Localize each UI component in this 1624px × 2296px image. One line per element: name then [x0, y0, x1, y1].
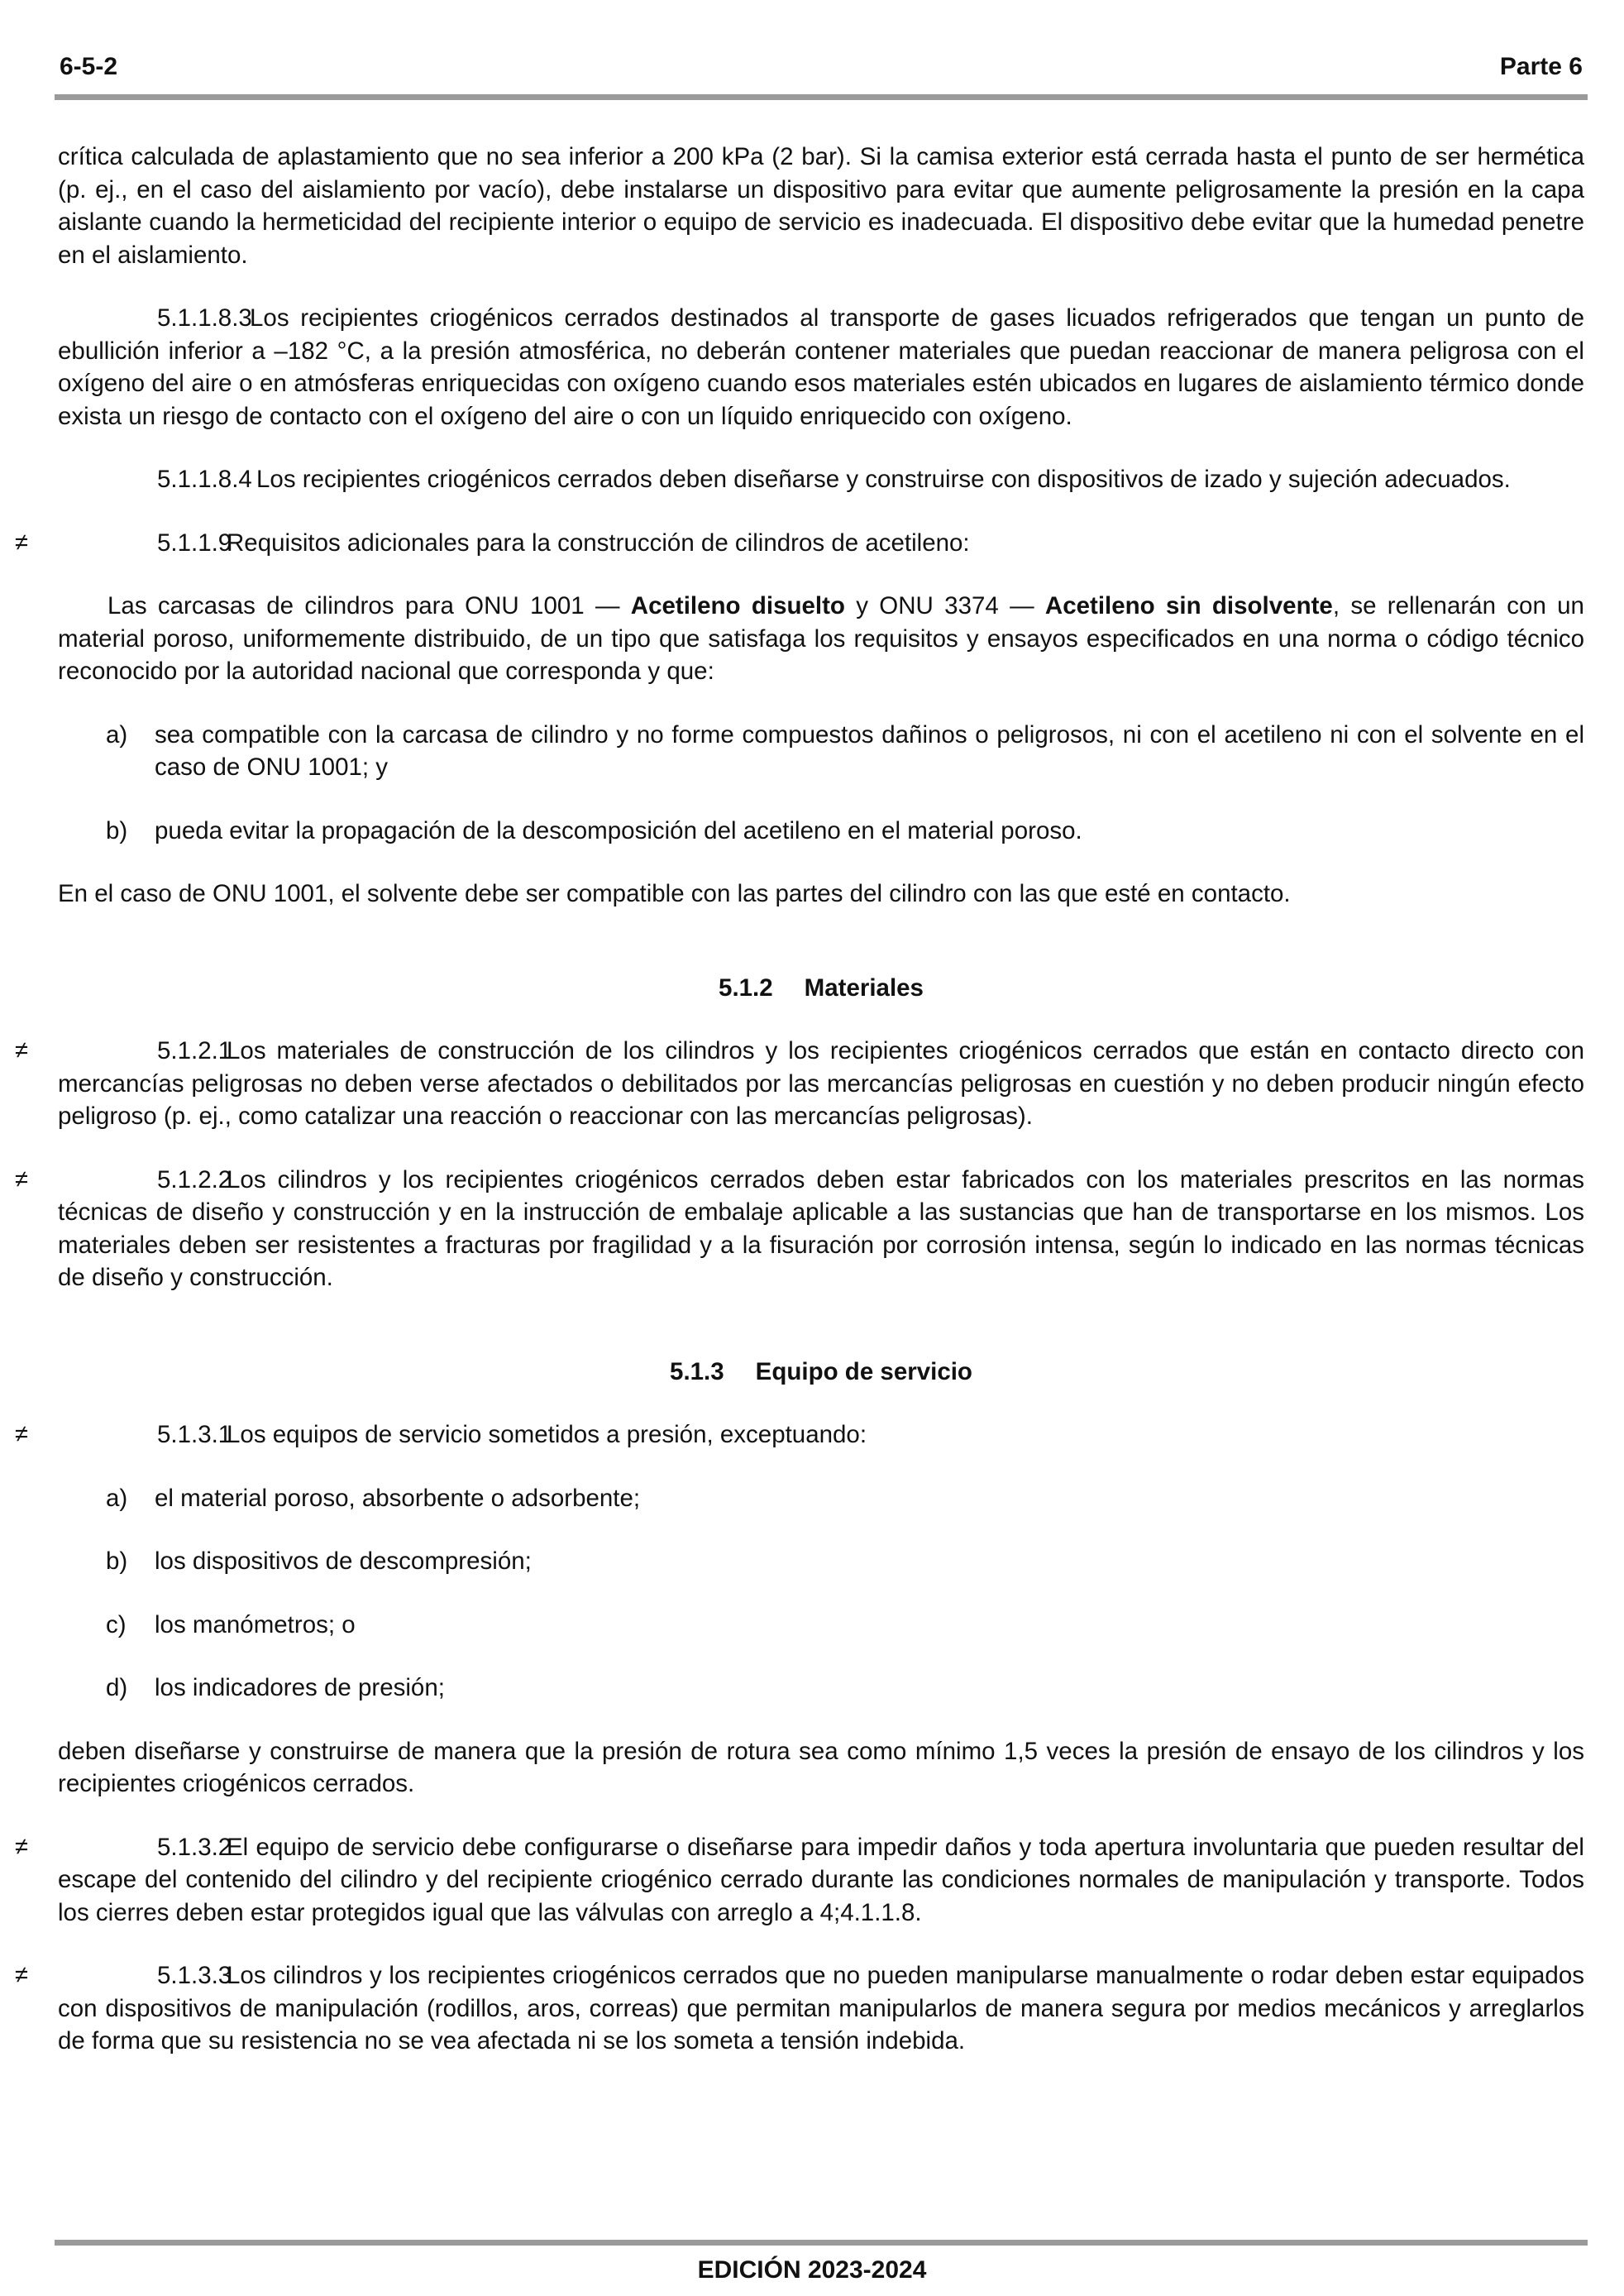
paragraph-5-1-3-2: ≠ 5.1.3.2El equipo de servicio debe configurarse o diseñarse para impedir daños y toda apertura involuntaria que pueden resultar del escape del contenido del cilindro y del recipiente criogénico cerrado durante las condiciones normales de manipulación y transporte. Todos los cierres deben estar protegidos igual que las válvulas con arreglo a 4;4.1.1.8.: [58, 1831, 1584, 1930]
change-mark-icon: ≠: [15, 529, 28, 556]
list-item: c) los manómetros; o: [106, 1610, 356, 1638]
paragraph-continuation: crítica calculada de aplastamiento que no sea inferior a 200 kPa (2 bar). Si la camisa exterior está cerrada hasta el punto de ser hermética (p. ej., en el caso del aislamiento por vacío), debe instalarse un dispositivo para evitar que aumente peligrosamente la presión en la capa aislante cuando la hermeticidad del recipiente interior o equipo de servicio es inadecuada. El dispositivo debe evitar que la humedad penetre en el aislamiento.: [58, 143, 1584, 269]
paragraph-5-1-1-8-4: 5.1.1.8.4 Los recipientes criogénicos cerrados deben diseñarse y construirse con dispositivos de izado y sujeción adecuados.: [58, 463, 1584, 496]
paragraph-number: 5.1.3.1: [157, 1421, 232, 1448]
paragraph-5-1-1-8-3: 5.1.1.8.3Los recipientes criogénicos cerrados destinados al transporte de gases licuados refrigerados que tengan un punto de ebullición inferior a –182 °C, a la presión atmosférica, no deberán contener materiales que puedan reaccionar de manera peligrosa con el oxígeno del aire o en atmósferas enriquecidas con oxígeno cuando esos materiales estén ubicados en lugares de aislamiento térmico donde exista un riesgo de contacto con el oxígeno del aire o con un líquido enriquecido con oxígeno.: [58, 302, 1584, 433]
page-header: [55, 46, 1588, 88]
paragraph-solvent: En el caso de ONU 1001, el solvente debe ser compatible con las partes del cilindro con las que esté en contacto.: [58, 880, 1291, 907]
paragraph-number: 5.1.1.8.4: [157, 466, 252, 493]
change-mark-icon: ≠: [15, 1962, 28, 1988]
page-number: 6-5-2: [60, 53, 118, 80]
paragraph-5-1-2-1: ≠ 5.1.2.1Los materiales de construcción de los cilindros y los recipientes criogénicos cerrados que están en contacto directo con mercancías peligrosas no deben verse afectados o debilitados por las mercancías peligrosas en cuestión y no deben producir ningún efecto peligroso (p. ej., como catalizar una reacción o reaccionar con las mercancías peligrosas).: [58, 1035, 1584, 1133]
paragraph-5-1-2-2: ≠ 5.1.2.2Los cilindros y los recipientes criogénicos cerrados deben estar fabricados con los materiales prescritos en las normas técnicas de diseño y construcción y en la instrucción de embalaje aplicable a las sustancias que han de transportarse en los mismos. Los materiales deben ser resistentes a fracturas por fragilidad y a la fisuración por corrosión intensa, según lo indicado en las normas técnicas de diseño y construcción.: [58, 1164, 1584, 1294]
change-mark-icon: ≠: [15, 1421, 28, 1447]
paragraph-5-1-3-1: ≠ 5.1.3.1Los equipos de servicio sometidos a presión, exceptuando:: [58, 1418, 1584, 1452]
change-mark-icon: ≠: [15, 1165, 28, 1193]
part-label: Parte 6: [1499, 53, 1583, 80]
paragraph-number: 5.1.1.8.3: [157, 304, 252, 332]
paragraph-number: 5.1.1.9: [157, 529, 232, 557]
change-mark-icon: ≠: [15, 1833, 28, 1860]
paragraph-burst-pressure: deben diseñarse y construirse de manera que la presión de rotura sea como mínimo 1,5 veces la presión de ensayo de los cilindros y los recipientes criogénicos cerrados.: [58, 1737, 1584, 1797]
paragraph-5-1-1-9: ≠ 5.1.1.9Requisitos adicionales para la construcción de cilindros de acetileno:: [58, 527, 1584, 560]
paragraph-number: 5.1.2.2: [157, 1165, 232, 1193]
section-heading-materiales: 5.1.2 Materiales: [719, 973, 924, 1002]
edition-footer: EDICIÓN 2023-2024: [697, 2256, 927, 2284]
section-heading-equipo-de-servicio: 5.1.3 Equipo de servicio: [670, 1357, 972, 1385]
footer-divider: [55, 2240, 1588, 2246]
document-body: [15, 141, 1584, 2088]
paragraph-acetylene: Las carcasas de cilindros para ONU 1001 — Acetileno disuelto y ONU 3374 — Acetileno sin disolvente, se rellenarán con un material poroso, uniformemente distribuido, de un tipo que satisfaga los requisitos y ensayos especificados en una norma o código técnico reconocido por la autoridad nacional que corresponda y que:: [58, 592, 1584, 685]
paragraph-number: 5.1.3.3: [157, 1962, 232, 1989]
paragraph-5-1-3-3: ≠ 5.1.3.3Los cilindros y los recipientes criogénicos cerrados que no pueden manipularse manualmente o rodar deben estar equipados con dispositivos de manipulación (rodillos, aros, correas) que permitan manipularlos de manera segura por medios mecánicos y arreglarlos de forma que su resistencia no se vea afectada ni se los someta a tensión indebida.: [58, 1959, 1584, 2058]
list-item: a) el material poroso, absorbente o adsorbente;: [106, 1484, 641, 1512]
list-item: b) los dispositivos de descompresión;: [106, 1547, 532, 1575]
paragraph-number: 5.1.3.2: [157, 1833, 232, 1861]
list-item: b) pueda evitar la propagación de la descomposición del acetileno en el material poroso.: [106, 816, 1082, 844]
paragraph-number: 5.1.2.1: [157, 1037, 232, 1064]
change-mark-icon: ≠: [15, 1037, 28, 1064]
list-item: a) sea compatible con la carcasa de cilindro y no forme compuestos dañinos o peligrosos, ni con el acetileno ni con el solvente en el caso de ONU 1001; y: [106, 720, 1584, 781]
header-divider: [55, 94, 1588, 100]
list-item: d) los indicadores de presión;: [106, 1674, 445, 1701]
